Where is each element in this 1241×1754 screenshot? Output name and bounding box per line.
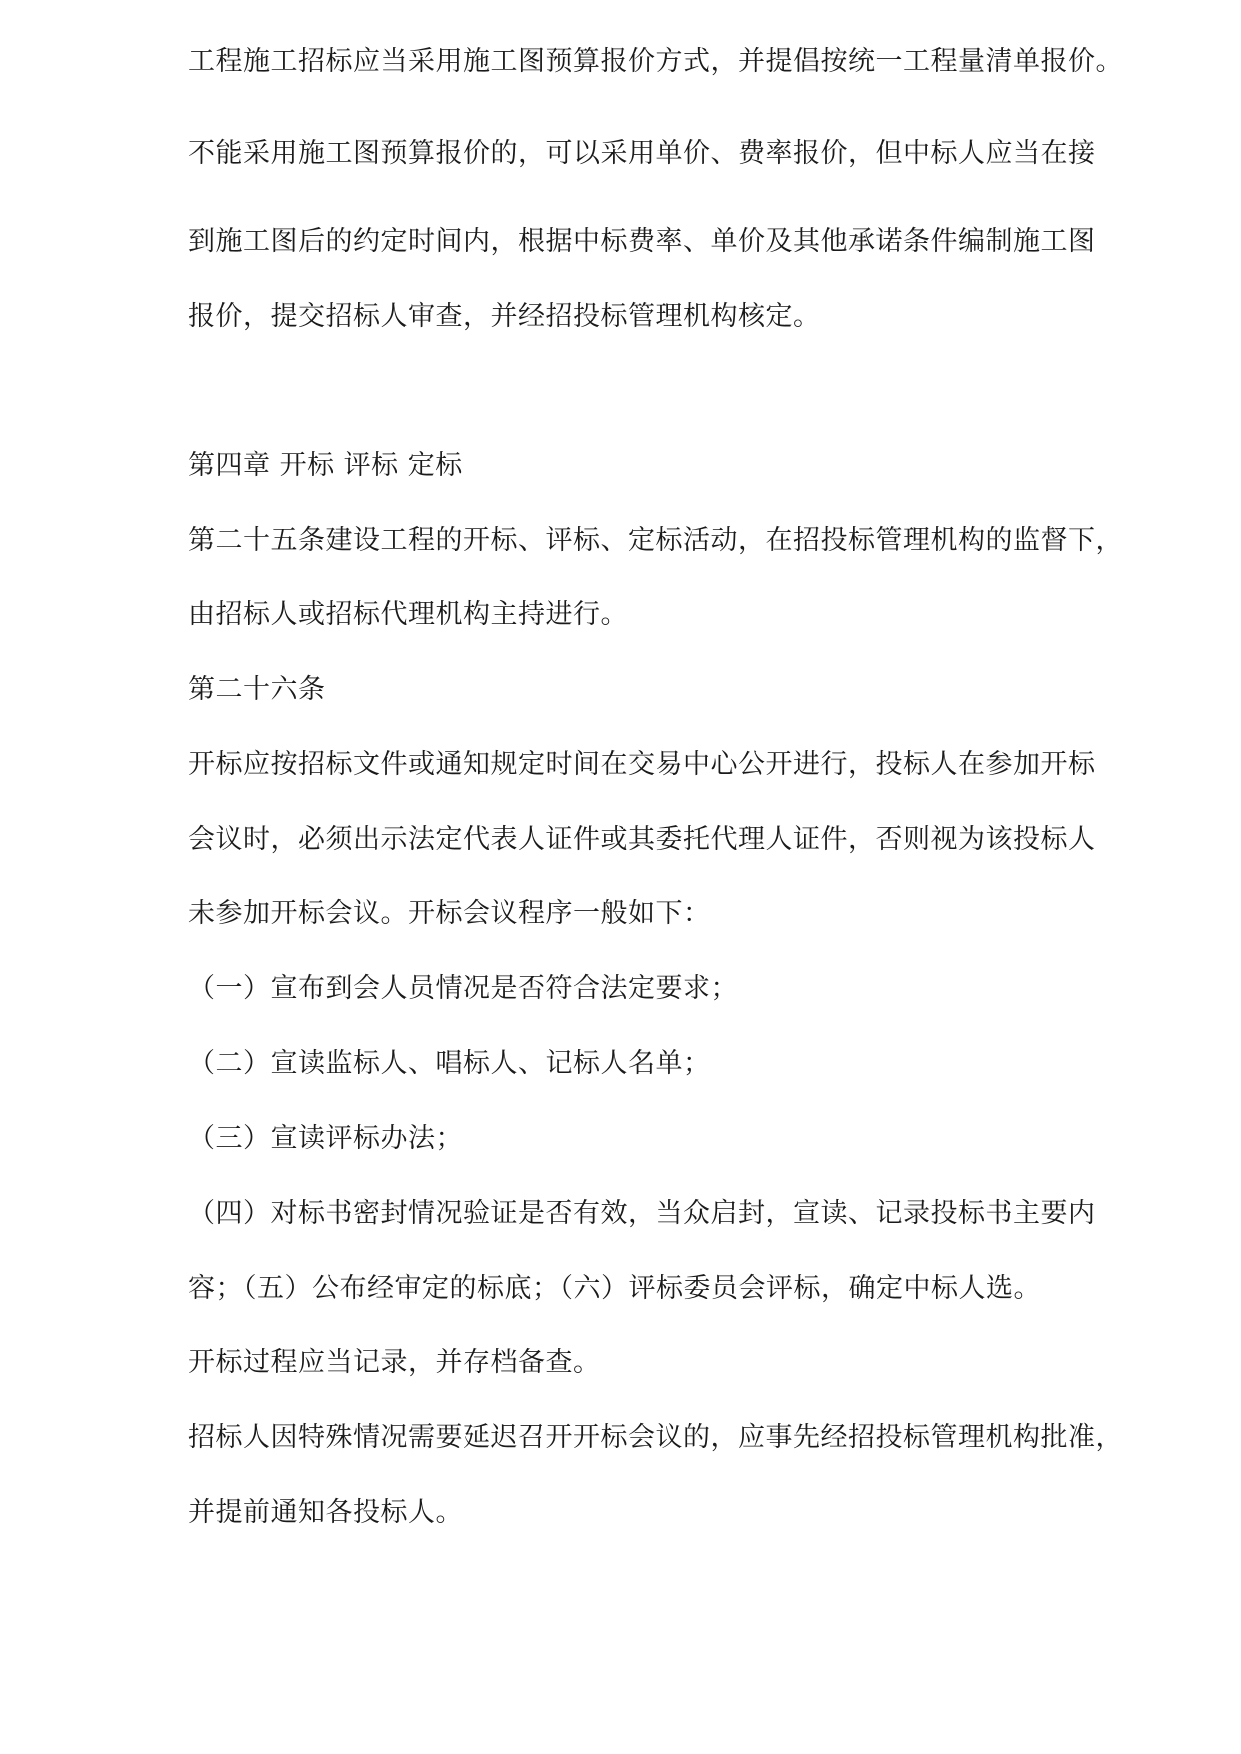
paragraph-line: 开标应按招标文件或通知规定时间在交易中心公开进行，投标人在参加开标 (188, 749, 1096, 780)
chapter-heading: 第四章 开标 评标 定标 (188, 450, 463, 481)
paragraph-line: 并提前通知各投标人。 (188, 1497, 463, 1528)
paragraph-line: 招标人因特殊情况需要延迟召开开标会议的，应事先经招投标管理机构批准， (188, 1422, 1123, 1453)
paragraph-line: 报价，提交招标人审查，并经招投标管理机构核定。 (188, 301, 821, 332)
paragraph-line: 由招标人或招标代理机构主持进行。 (188, 599, 628, 630)
paragraph-line: 会议时，必须出示法定代表人证件或其委托代理人证件，否则视为该投标人 (188, 824, 1096, 855)
paragraph-line: 不能采用施工图预算报价的，可以采用单价、费率报价，但中标人应当在接 (188, 138, 1096, 169)
list-item: （二）宣读监标人、唱标人、记标人名单； (188, 1048, 711, 1079)
article-heading: 第二十六条 (188, 674, 326, 705)
paragraph-line: 到施工图后的约定时间内，根据中标费率、单价及其他承诺条件编制施工图 (188, 226, 1096, 257)
paragraph-line: 未参加开标会议。开标会议程序一般如下： (188, 898, 711, 929)
list-item: （一）宣布到会人员情况是否符合法定要求； (188, 973, 738, 1004)
paragraph-line: 工程施工招标应当采用施工图预算报价方式，并提倡按统一工程量清单报价。 (188, 46, 1123, 77)
list-item: （三）宣读评标办法； (188, 1123, 463, 1154)
list-item: （四）对标书密封情况验证是否有效，当众启封，宣读、记录投标书主要内 (188, 1198, 1096, 1229)
list-item: 容；（五）公布经审定的标底；（六）评标委员会评标，确定中标人选。 (188, 1273, 1041, 1304)
paragraph-line: 开标过程应当记录，并存档备查。 (188, 1347, 601, 1378)
article-heading: 第二十五条建设工程的开标、评标、定标活动，在招投标管理机构的监督下， (188, 525, 1123, 556)
